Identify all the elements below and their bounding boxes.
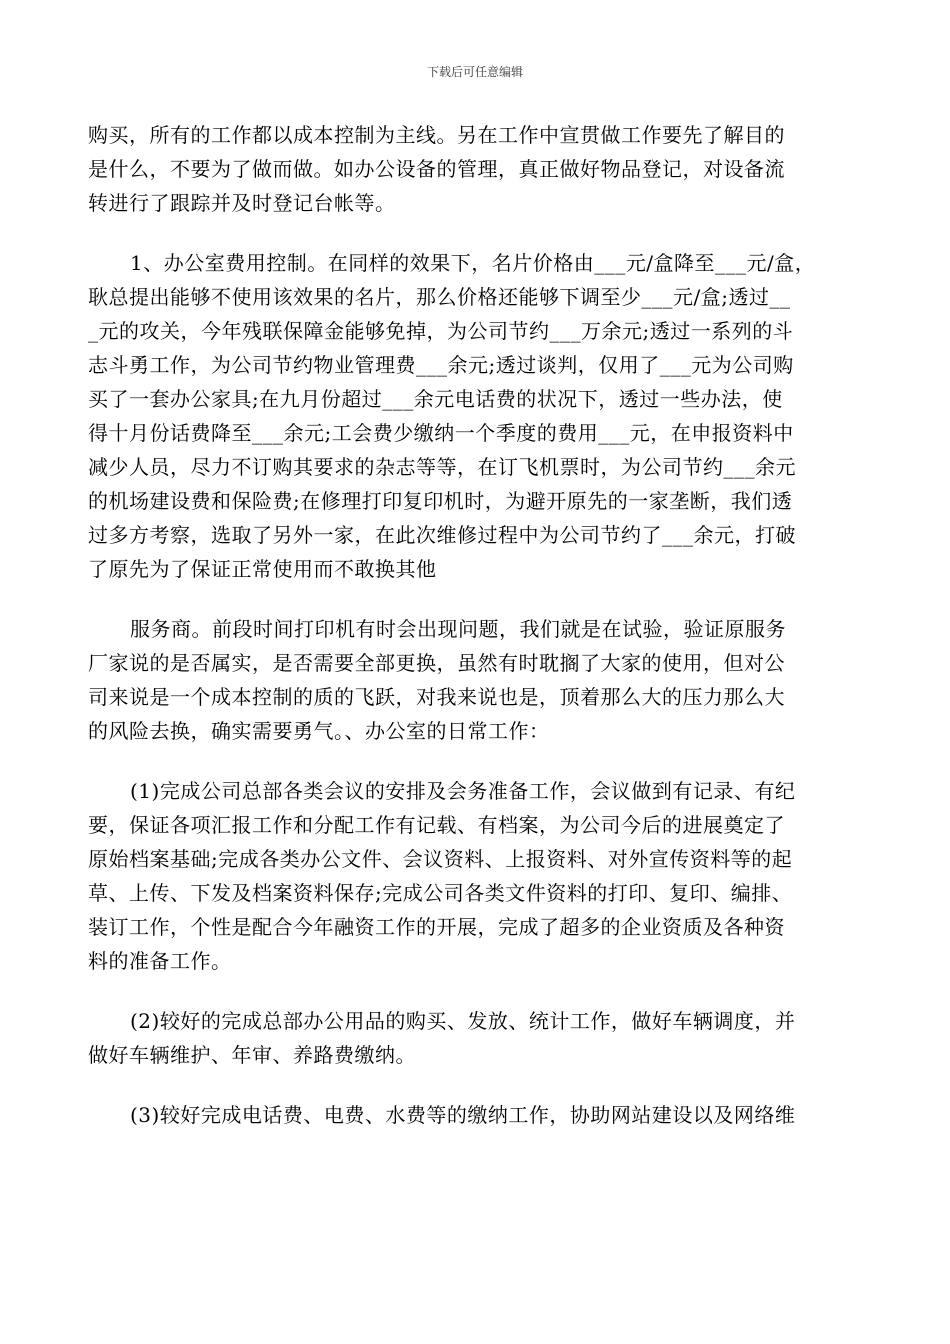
paragraph-5 [88, 1004, 862, 1072]
text-line: 司来说是一个成本控制的质的飞跃，对我来说也是，顶着那么大的压力那么大 [88, 685, 785, 709]
paragraph-1 [88, 118, 862, 220]
text-line: 做好车辆维护、年审、养路费缴纳。 [88, 1043, 416, 1067]
text-line: 服务商。前段时间打印机有时会出现问题，我们就是在试验，验证原服务 [130, 617, 786, 641]
paragraph-6 [88, 1098, 862, 1132]
text-line: 过多方考察，选取了另外一家，在此次维修过程中为公司节约了___余元，打破 [88, 523, 796, 547]
text-line: 得十月份话费降至___余元;工会费少缴纳一个季度的费用___元，在申报资料中 [88, 421, 794, 445]
text-line: 的机场建设费和保险费;在修理打印复印机时，为避开原先的一家垄断，我们透 [88, 489, 793, 513]
text-line: _元的攻关，今年残联保障金能够免掉，为公司节约___万余元;透过一系列的斗 [88, 319, 794, 343]
page-header: 下载后可任意编辑 [426, 65, 523, 79]
text-line: 了原先为了保证正常使用而不敢换其他 [88, 557, 437, 581]
document-body [88, 118, 862, 1132]
text-line: 要，保证各项汇报工作和分配工作有记载、有档案，为公司今后的进展奠定了 [88, 813, 785, 837]
paragraph-4 [88, 774, 862, 978]
text-line: 转进行了跟踪并及时登记台帐等。 [88, 191, 396, 215]
text-line: (3)较好完成电话费、电费、水费等的缴纳工作，协助网站建设以及网络维 [130, 1103, 796, 1127]
text-line: 购买，所有的工作都以成本控制为主线。另在工作中宣贯做工作要先了解目的 [88, 123, 785, 147]
text-line: 是什么，不要为了做而做。如办公设备的管理，真正做好物品登记，对设备流 [88, 157, 785, 181]
text-line: 买了一套办公家具;在九月份超过___余元电话费的状况下，透过一些办法，使 [88, 387, 783, 411]
paragraph-3 [88, 612, 862, 748]
text-line: 的风险去换，确实需要勇气。、办公室的日常工作： [88, 719, 550, 743]
text-line: 1、办公室费用控制。在同样的效果下，名片价格由___元/盒降至___元/盒， [130, 251, 816, 275]
text-line: 耿总提出能够不使用该效果的名片，那么价格还能够下调至少___元/盒;透过__ [88, 285, 791, 309]
paragraph-2 [88, 246, 862, 586]
text-line: 料的准备工作。 [88, 949, 232, 973]
text-line: (1)完成公司总部各类会议的安排及会务准备工作，会议做到有记录、有纪 [130, 779, 796, 803]
text-line: 志斗勇工作，为公司节约物业管理费___余元;透过谈判，仅用了___元为公司购 [88, 353, 794, 377]
text-line: 原始档案基础;完成各类办公文件、会议资料、上报资料、对外宣传资料等的起 [88, 847, 793, 871]
text-line: 草、上传、下发及档案资料保存;完成公司各类文件资料的打印、复印、编排、 [88, 881, 793, 905]
text-line: (2)较好的完成总部办公用品的购买、发放、统计工作，做好车辆调度，并 [130, 1009, 796, 1033]
text-line: 厂家说的是否属实，是否需要全部更换，虽然有时耽搁了大家的使用，但对公 [88, 651, 785, 675]
text-line: 减少人员，尽力不订购其要求的杂志等等，在订飞机票时，为公司节约___余元 [88, 455, 796, 479]
text-line: 装订工作，个性是配合今年融资工作的开展，完成了超多的企业资质及各种资 [88, 915, 785, 939]
